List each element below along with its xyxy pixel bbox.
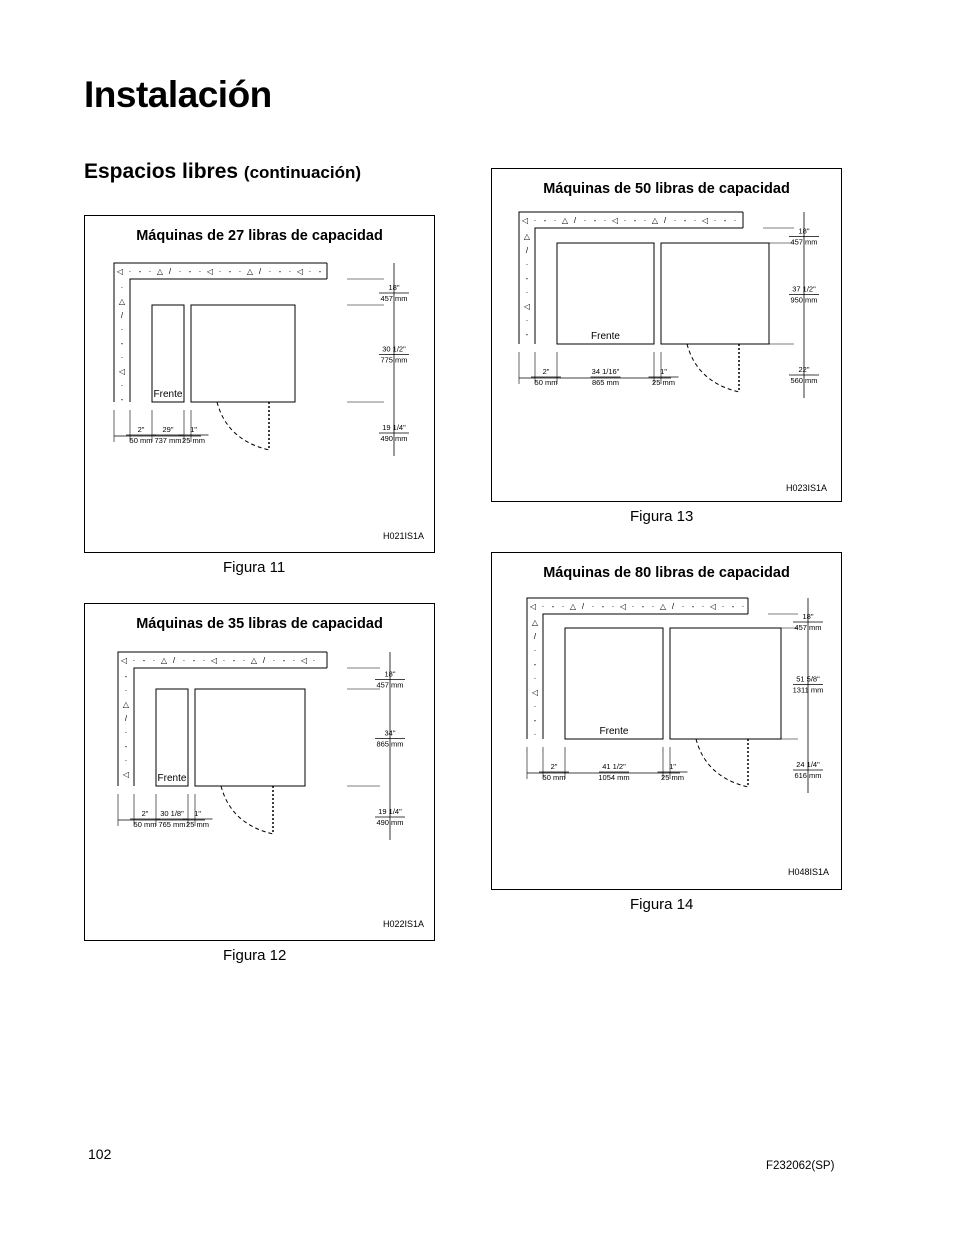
- page-number: 102: [88, 1146, 112, 1162]
- wall-hatch-mark: ·: [533, 646, 537, 655]
- wall-hatch-mark: /: [262, 656, 266, 665]
- wall-hatch-mark: /: [671, 602, 675, 611]
- figure-14-box: [491, 552, 842, 890]
- wall-hatch-mark: △: [250, 656, 258, 665]
- wall-hatch-mark: ·: [120, 381, 124, 390]
- front-label: Frente: [591, 331, 620, 342]
- machine-left: [565, 628, 663, 739]
- wall-hatch-mark: /: [663, 216, 667, 225]
- wall-hatch-mark: ·: [222, 656, 226, 665]
- wall-hatch-mark: ·: [583, 216, 587, 225]
- wall-hatch-mark: ·: [681, 602, 685, 611]
- wall-hatch-mark: ·: [701, 602, 705, 611]
- wall-hatch-mark: ·: [713, 216, 717, 225]
- dim-side-clearance-in: 2": [550, 762, 558, 771]
- wall-hatch-mark: -: [533, 716, 537, 725]
- wall-hatch-mark: -: [124, 672, 128, 681]
- machine-right: [670, 628, 781, 739]
- page-title: Instalación: [84, 74, 272, 115]
- clearance-diagram: [492, 553, 843, 891]
- dim-machine-gap-in: 1": [194, 809, 201, 818]
- wall-hatch-mark: -: [601, 602, 605, 611]
- dim-top-clearance-mm: 457 mm: [380, 294, 408, 303]
- figure-caption: Figura 12: [223, 947, 287, 964]
- wall-hatch-mark: -: [228, 267, 232, 276]
- wall-hatch-mark: ◁: [523, 302, 531, 311]
- wall-hatch-mark: /: [533, 632, 537, 641]
- wall-hatch-mark: ·: [721, 602, 725, 611]
- wall-hatch-mark: ◁: [701, 216, 709, 225]
- wall-hatch-mark: ·: [533, 730, 537, 739]
- wall-hatch-mark: ◁: [531, 688, 539, 697]
- dim-front-clearance-in: 22": [798, 365, 810, 374]
- dim-side-clearance-mm: 50 mm: [542, 773, 566, 782]
- wall-hatch-mark: ·: [292, 656, 296, 665]
- wall-hatch-mark: ◁: [116, 267, 124, 276]
- wall-hatch-mark: ·: [218, 267, 222, 276]
- dim-front-clearance-mm: 490 mm: [380, 434, 408, 443]
- wall-hatch-mark: ◁: [210, 656, 218, 665]
- door-swing-arc: [217, 402, 269, 450]
- wall-hatch-mark: ·: [148, 267, 152, 276]
- dim-top-clearance-mm: 457 mm: [376, 680, 404, 690]
- wall-hatch-mark: △: [160, 656, 168, 665]
- wall-hatch-mark: ·: [238, 267, 242, 276]
- figure-title: Máquinas de 80 libras de capacidad: [543, 565, 790, 581]
- door-swing-arc: [221, 786, 273, 834]
- dim-top-clearance-mm: 457 mm: [790, 237, 818, 247]
- wall-hatch-mark: ·: [152, 656, 156, 665]
- wall-hatch-mark: ·: [533, 674, 537, 683]
- wall-hatch-mark: ·: [525, 316, 529, 325]
- wall-hatch-mark: -: [124, 742, 128, 751]
- wall-hatch-mark: -: [525, 330, 529, 339]
- dim-side-clearance-in: 2": [141, 809, 149, 818]
- wall-hatch-mark: ·: [124, 686, 128, 695]
- dim-top-clearance-in: 18": [388, 283, 400, 292]
- front-label: Frente: [157, 773, 187, 784]
- wall-hatch-mark: -: [282, 656, 286, 665]
- figure-title: Máquinas de 27 libras de capacidad: [136, 228, 383, 244]
- figure-title: Máquinas de 35 libras de capacidad: [136, 616, 383, 632]
- dim-machine-depth-in: 37 1/2": [792, 284, 816, 294]
- wall-hatch-mark: /: [581, 602, 585, 611]
- figure-code: H021IS1A: [383, 531, 425, 541]
- dim-machine-gap-in: 1": [660, 367, 667, 376]
- wall-hatch-mark: -: [533, 660, 537, 669]
- wall-hatch-mark: ·: [651, 602, 655, 611]
- dim-side-clearance-in: 2": [542, 367, 550, 376]
- dim-side-clearance-mm: 50 mm: [129, 436, 153, 445]
- dim-top-clearance-in: 18": [384, 669, 396, 679]
- machine-left: [152, 305, 184, 402]
- wall-hatch-mark: ·: [124, 756, 128, 765]
- door-swing-arc: [696, 739, 748, 787]
- dim-machine-depth-in: 34": [384, 728, 396, 738]
- dim-front-clearance-mm: 490 mm: [376, 818, 404, 827]
- dim-machine-gap-in: 1": [190, 425, 197, 434]
- wall-hatch-mark: -: [120, 339, 124, 348]
- wall-hatch-mark: ·: [603, 216, 607, 225]
- dim-machine-gap-mm: 25 mm: [661, 773, 684, 782]
- wall-hatch-mark: ·: [202, 656, 206, 665]
- wall-hatch-mark: ◁: [118, 367, 126, 376]
- dim-machine-gap-mm: 25 mm: [186, 820, 209, 829]
- wall-hatch-mark: -: [731, 602, 735, 611]
- front-label: Frente: [153, 389, 183, 400]
- section-heading: [84, 160, 361, 184]
- wall-hatch-mark: ·: [525, 288, 529, 297]
- wall-hatch-mark: ◁: [120, 656, 128, 665]
- wall-hatch-mark: /: [172, 656, 176, 665]
- figure-code: H023IS1A: [786, 483, 828, 493]
- wall-hatch-mark: △: [122, 700, 130, 709]
- wall-hatch-mark: ◁: [122, 770, 130, 779]
- wall-hatch-mark: ·: [591, 602, 595, 611]
- wall-hatch-mark: ·: [120, 325, 124, 334]
- figure-caption: Figura 13: [630, 508, 694, 525]
- wall-hatch-mark: ◁: [296, 267, 304, 276]
- wall-hatch-mark: ·: [128, 267, 132, 276]
- dim-front-clearance-mm: 560 mm: [790, 376, 818, 385]
- wall-hatch-mark: ·: [741, 602, 745, 611]
- wall-hatch-mark: ◁: [206, 267, 214, 276]
- dim-machine-width-mm: 765 mm: [158, 820, 186, 829]
- section-subtitle: (continuación): [243, 163, 362, 182]
- wall-hatch-mark: -: [633, 216, 637, 225]
- dim-machine-depth-mm: 865 mm: [376, 739, 404, 749]
- dim-top-clearance-in: 18": [798, 226, 810, 236]
- wall-hatch-mark: ·: [120, 353, 124, 362]
- dim-front-clearance-in: 19 1/4": [378, 807, 402, 816]
- wall-hatch-mark: △: [118, 297, 126, 306]
- dim-top-clearance-mm: 457 mm: [794, 623, 822, 632]
- wall-hatch-mark: △: [531, 618, 539, 627]
- machine-right: [195, 689, 305, 786]
- wall-hatch-mark: ·: [272, 656, 276, 665]
- figure-code: H022IS1A: [383, 919, 425, 929]
- machine-right: [661, 243, 769, 344]
- figure-12-box: [84, 603, 435, 941]
- figure-code: H048IS1A: [788, 867, 830, 877]
- dim-front-clearance-in: 24 1/4": [796, 760, 820, 769]
- clearance-diagram: [85, 216, 436, 554]
- dim-machine-depth-mm: 775 mm: [380, 355, 408, 365]
- figure-title: Máquinas de 50 libras de capacidad: [543, 181, 790, 197]
- wall-hatch-mark: ·: [733, 216, 737, 225]
- wall-hatch-mark: ·: [308, 267, 312, 276]
- dim-machine-depth-mm: 950 mm: [790, 295, 818, 305]
- wall-hatch-mark: /: [525, 246, 529, 255]
- wall-hatch-mark: -: [188, 267, 192, 276]
- wall-hatch-mark: △: [569, 602, 577, 611]
- wall-hatch-mark: -: [232, 656, 236, 665]
- wall-hatch-mark: /: [124, 714, 128, 723]
- wall-hatch-mark: ·: [312, 656, 316, 665]
- wall-hatch-mark: △: [561, 216, 569, 225]
- wall-hatch-mark: ·: [124, 728, 128, 737]
- wall-hatch-mark: -: [120, 395, 124, 404]
- dim-machine-width-mm: 865 mm: [591, 378, 620, 387]
- wall-hatch-mark: △: [156, 267, 164, 276]
- wall-hatch-mark: ◁: [619, 602, 627, 611]
- document-code: F232062(SP): [766, 1160, 835, 1172]
- wall-hatch-mark: ·: [132, 656, 136, 665]
- wall-hatch-mark: -: [683, 216, 687, 225]
- dim-machine-width-mm: 1054 mm: [598, 773, 630, 782]
- wall-hatch-mark: /: [258, 267, 262, 276]
- wall-hatch-mark: △: [246, 267, 254, 276]
- figure-caption: Figura 11: [223, 559, 286, 576]
- wall-hatch-mark: -: [318, 267, 322, 276]
- wall-hatch-mark: -: [723, 216, 727, 225]
- wall-hatch-mark: ◁: [521, 216, 529, 225]
- dim-machine-depth-in: 51 5/8": [796, 674, 820, 684]
- wall-hatch-mark: ·: [561, 602, 565, 611]
- figure-caption: Figura 14: [630, 896, 694, 913]
- figure-13-box: [491, 168, 842, 502]
- wall-hatch-mark: ·: [673, 216, 677, 225]
- wall-hatch-mark: ·: [198, 267, 202, 276]
- wall-hatch-mark: ◁: [709, 602, 717, 611]
- dim-top-clearance-in: 18": [802, 612, 814, 621]
- dim-side-clearance-mm: 50 mm: [534, 378, 558, 387]
- dim-machine-width-in: 29": [162, 425, 174, 434]
- dim-side-clearance-in: 2": [137, 425, 145, 434]
- wall-hatch-mark: -: [525, 274, 529, 283]
- dim-machine-gap-mm: 25 mm: [652, 378, 675, 387]
- front-label: Frente: [599, 726, 629, 737]
- wall-hatch-mark: ·: [643, 216, 647, 225]
- dim-machine-width-mm: 737 mm: [154, 436, 182, 445]
- wall-hatch-mark: ·: [288, 267, 292, 276]
- wall-hatch-mark: ·: [178, 267, 182, 276]
- wall-hatch-mark: /: [168, 267, 172, 276]
- wall-hatch-mark: ·: [553, 216, 557, 225]
- section-title: Espacios libres: [84, 160, 239, 183]
- clearance-diagram: [492, 169, 843, 503]
- wall-hatch-mark: ·: [693, 216, 697, 225]
- wall-hatch-mark: -: [593, 216, 597, 225]
- wall-hatch-mark: △: [523, 232, 531, 241]
- wall-hatch-mark: △: [659, 602, 667, 611]
- dim-machine-width-in: 41 1/2": [602, 762, 626, 771]
- dim-machine-depth-in: 30 1/2": [382, 344, 406, 354]
- wall-hatch-mark: ·: [631, 602, 635, 611]
- wall-hatch-mark: -: [543, 216, 547, 225]
- machine-left: [557, 243, 654, 344]
- figure-11-box: [84, 215, 435, 553]
- clearance-diagram: [85, 604, 436, 942]
- wall-hatch-mark: -: [641, 602, 645, 611]
- dim-front-clearance-in: 19 1/4": [382, 423, 406, 432]
- wall-hatch-mark: -: [691, 602, 695, 611]
- wall-hatch-mark: △: [651, 216, 659, 225]
- dim-machine-width-in: 34 1/16": [591, 367, 620, 376]
- dim-machine-width-in: 30 1/8": [160, 809, 184, 818]
- machine-left: [156, 689, 188, 786]
- wall-hatch-mark: ◁: [611, 216, 619, 225]
- machine-right: [191, 305, 295, 402]
- wall-hatch-mark: ·: [242, 656, 246, 665]
- dim-side-clearance-mm: 50 mm: [133, 820, 157, 829]
- wall-hatch-mark: ·: [623, 216, 627, 225]
- wall-hatch-mark: ·: [120, 283, 124, 292]
- dim-machine-gap-in: 1": [669, 762, 676, 771]
- wall-hatch-mark: -: [138, 267, 142, 276]
- wall-hatch-mark: /: [573, 216, 577, 225]
- dim-machine-depth-mm: 1311 mm: [792, 685, 824, 695]
- wall-hatch-mark: /: [120, 311, 124, 320]
- wall-hatch-mark: ·: [268, 267, 272, 276]
- wall-hatch-mark: -: [192, 656, 196, 665]
- wall-hatch-mark: ·: [533, 702, 537, 711]
- wall-hatch-mark: ·: [611, 602, 615, 611]
- wall-hatch-mark: -: [278, 267, 282, 276]
- dim-front-clearance-mm: 616 mm: [794, 771, 822, 780]
- wall-hatch-mark: ◁: [529, 602, 537, 611]
- door-swing-arc: [687, 344, 739, 392]
- wall-hatch-mark: -: [551, 602, 555, 611]
- wall-hatch-mark: ◁: [300, 656, 308, 665]
- wall-hatch-mark: ·: [533, 216, 537, 225]
- dim-machine-gap-mm: 25 mm: [182, 436, 205, 445]
- wall-hatch-mark: ·: [182, 656, 186, 665]
- wall-hatch-mark: ·: [541, 602, 545, 611]
- wall-hatch-mark: ·: [525, 260, 529, 269]
- wall-hatch-mark: -: [142, 656, 146, 665]
